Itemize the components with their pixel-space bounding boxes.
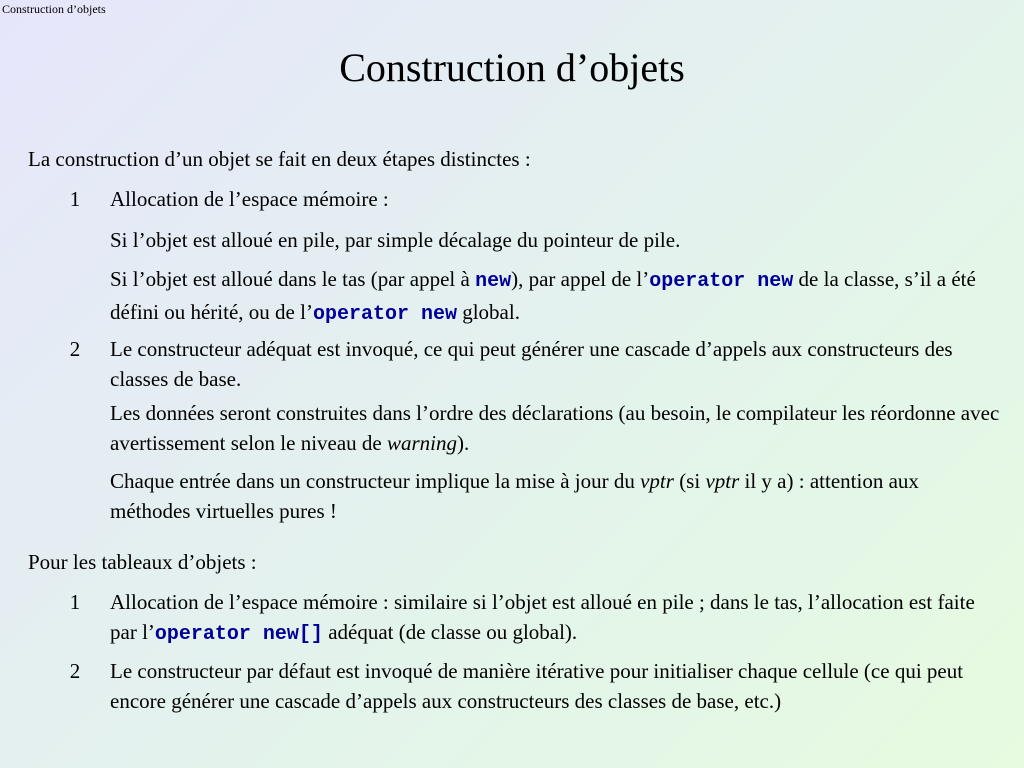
vptr-a: Chaque entrée dans un constructeur implique la mise à jour du bbox=[110, 469, 641, 493]
data-order-b: ). bbox=[457, 431, 470, 455]
step2-data-order-text bbox=[110, 398, 1010, 458]
heap-text-c: de la classe, s’il a été défini ou hérité, ou de l’ bbox=[110, 267, 976, 324]
arrays-step-number-1: 1 bbox=[69, 590, 81, 614]
arrays-step2-text: Le constructeur par défaut est invoqué de manière itérative pour initialiser chaque cellule (ce qui peut encore générer une cascade d’appels aux constructeurs des classes de base, etc.) bbox=[110, 659, 964, 713]
vptr-c: il y a) : attention aux méthodes virtuelles pures ! bbox=[110, 469, 919, 523]
slide-title: Construction d’objets bbox=[339, 45, 685, 90]
step2-text: Le constructeur adéquat est invoqué, ce qui peut générer une cascade d’appels aux constructeurs des classes de base. bbox=[110, 337, 953, 391]
arrays-step1-text bbox=[110, 587, 990, 650]
code-operator-new-class: operator new bbox=[649, 270, 794, 293]
arrays-step-number-2: 2 bbox=[69, 659, 81, 683]
step-number-2: 2 bbox=[69, 337, 81, 361]
vptr-em1: vptr bbox=[640, 469, 674, 493]
header-label: Construction d’objets bbox=[2, 2, 106, 16]
step1-text: Allocation de l’espace mémoire : bbox=[110, 187, 389, 211]
code-new: new bbox=[475, 270, 512, 293]
intro-text: La construction d’un objet se fait en deux étapes distinctes : bbox=[28, 147, 531, 171]
arrays-intro-text: Pour les tableaux d’objets : bbox=[28, 550, 257, 574]
data-order-warning: warning bbox=[387, 431, 458, 455]
step1-heap-text bbox=[110, 264, 990, 330]
heap-text-d: global. bbox=[456, 300, 520, 324]
heap-text-a: Si l’objet est alloué dans le tas (par appel à bbox=[110, 267, 476, 291]
vptr-em2: vptr bbox=[705, 469, 740, 493]
arrays-step1-a: Allocation de l’espace mémoire : similaire si l’objet est alloué en pile ; dans le tas, l’allocation est faite par l’ bbox=[110, 590, 975, 644]
step1-stack-text: Si l’objet est alloué en pile, par simple décalage du pointeur de pile. bbox=[110, 228, 681, 252]
vptr-b: (si bbox=[673, 469, 706, 493]
arrays-step1-b: adéquat (de classe ou global). bbox=[322, 620, 578, 644]
code-operator-new-array: operator new[] bbox=[154, 623, 323, 646]
data-order-a: Les données seront construites dans l’ordre des déclarations (au besoin, le compilateur les réordonne avec avertissement selon le niveau de bbox=[110, 401, 1000, 455]
step2-vptr-text bbox=[110, 466, 980, 526]
step-number-1: 1 bbox=[69, 187, 81, 211]
code-operator-new-global: operator new bbox=[312, 303, 457, 326]
heap-text-b: ), par appel de l’ bbox=[511, 267, 650, 291]
